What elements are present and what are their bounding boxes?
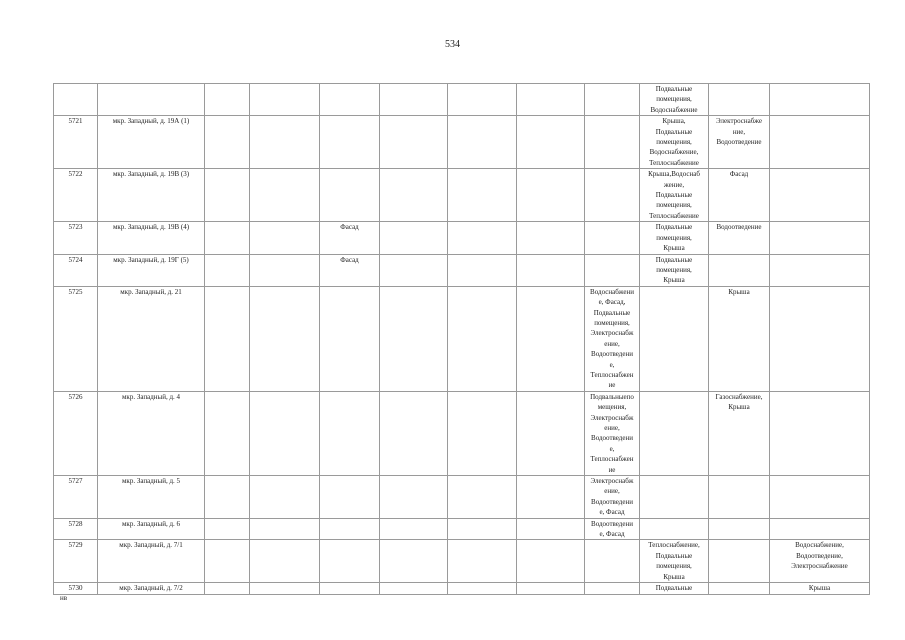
work-type-cell-c4 (250, 116, 320, 169)
work-type-cell-c11 (709, 84, 770, 116)
work-type-cell-c8 (517, 254, 585, 286)
work-type-cell-c12 (770, 254, 870, 286)
work-type-cell-c11 (709, 583, 770, 594)
work-type-cell-c11: Крыша (709, 286, 770, 391)
work-type-cell-c10 (640, 286, 709, 391)
table-row (54, 476, 870, 519)
work-type-cell-c9: Водоснабжени е, Фасад, Подвальные помещения, Электроснабж ение, Водоотведени е, Теплоснабжен ие (585, 286, 640, 391)
work-type-cell-c7 (448, 286, 517, 391)
work-type-cell-c6 (380, 84, 448, 116)
work-type-cell-c8 (517, 116, 585, 169)
work-type-cell-c3 (205, 84, 250, 116)
work-type-cell-c10 (640, 518, 709, 540)
row-number-cell: 5724 (54, 254, 98, 286)
work-type-cell-c3 (205, 222, 250, 254)
work-type-cell-c6 (380, 391, 448, 475)
work-type-cell-c4 (250, 222, 320, 254)
work-type-cell-c5 (320, 391, 380, 475)
work-type-cell-c7 (448, 222, 517, 254)
table-row (54, 286, 870, 391)
work-type-cell-c7 (448, 116, 517, 169)
row-number-cell: 5723 (54, 222, 98, 254)
work-type-cell-c12 (770, 518, 870, 540)
work-type-cell-c9 (585, 254, 640, 286)
work-type-cell-c6 (380, 116, 448, 169)
work-type-cell-c9 (585, 84, 640, 116)
work-type-cell-c12: Крыша (770, 583, 870, 594)
address-cell: мкр. Западный, д. 21 (98, 286, 205, 391)
work-type-cell-c4 (250, 169, 320, 222)
work-type-cell-c8 (517, 169, 585, 222)
work-type-cell-c7 (448, 476, 517, 519)
row-number-cell: 5728 (54, 518, 98, 540)
work-type-cell-c7 (448, 583, 517, 594)
work-type-cell-c4 (250, 518, 320, 540)
work-type-cell-c4 (250, 286, 320, 391)
table-row (54, 583, 870, 594)
work-type-cell-c7 (448, 254, 517, 286)
work-type-cell-c12 (770, 169, 870, 222)
row-number-cell: 5726 (54, 391, 98, 475)
work-type-cell-c11: Водоотведение (709, 222, 770, 254)
work-type-cell-c9 (585, 222, 640, 254)
work-type-cell-c8 (517, 476, 585, 519)
work-type-cell-c4 (250, 540, 320, 583)
work-type-cell-c12 (770, 222, 870, 254)
work-type-cell-c4 (250, 583, 320, 594)
address-cell: мкр. Западный, д. 19Г (5) (98, 254, 205, 286)
work-type-cell-c4 (250, 254, 320, 286)
work-type-cell-c11 (709, 518, 770, 540)
work-type-cell-c7 (448, 518, 517, 540)
work-type-cell-c8 (517, 540, 585, 583)
work-type-cell-c4 (250, 476, 320, 519)
work-type-cell-c6 (380, 518, 448, 540)
work-type-cell-c12: Водоснабжение, Водоотведение, Электроснабжение (770, 540, 870, 583)
work-type-cell-c6 (380, 222, 448, 254)
row-number-cell: 5729 (54, 540, 98, 583)
work-type-cell-c6 (380, 540, 448, 583)
work-type-cell-c4 (250, 84, 320, 116)
work-type-cell-c7 (448, 169, 517, 222)
work-type-cell-c11 (709, 254, 770, 286)
work-type-cell-c8 (517, 583, 585, 594)
table-row (54, 169, 870, 222)
work-type-cell-c5 (320, 540, 380, 583)
work-type-cell-c3 (205, 540, 250, 583)
address-cell: мкр. Западный, д. 6 (98, 518, 205, 540)
work-type-cell-c3 (205, 476, 250, 519)
work-type-cell-c6 (380, 169, 448, 222)
address-cell (98, 84, 205, 116)
work-type-cell-c5 (320, 476, 380, 519)
address-cell: мкр. Западный, д. 4 (98, 391, 205, 475)
work-type-cell-c5: Фасад (320, 222, 380, 254)
work-type-cell-c9 (585, 116, 640, 169)
work-type-cell-c10: Крыша,Водоснаб жение, Подвальные помещения, Теплоснабжение (640, 169, 709, 222)
work-type-cell-c12 (770, 116, 870, 169)
work-type-cell-c5 (320, 286, 380, 391)
work-type-cell-c3 (205, 254, 250, 286)
row-number-cell: 5725 (54, 286, 98, 391)
work-type-cell-c8 (517, 222, 585, 254)
work-type-cell-c6 (380, 286, 448, 391)
address-cell: мкр. Западный, д. 19А (1) (98, 116, 205, 169)
address-cell: мкр. Западный, д. 7/2 (98, 583, 205, 594)
work-type-cell-c3 (205, 583, 250, 594)
work-type-cell-c4 (250, 391, 320, 475)
work-type-cell-c5 (320, 84, 380, 116)
table-body (54, 84, 870, 595)
table-row (54, 540, 870, 583)
table-row (54, 254, 870, 286)
work-type-cell-c5 (320, 169, 380, 222)
work-type-cell-c7 (448, 540, 517, 583)
work-type-cell-c9: Электроснабж ение, Водоотведени е, Фасад (585, 476, 640, 519)
page-number: 534 (445, 39, 460, 50)
table-row (54, 391, 870, 475)
table-row (54, 222, 870, 254)
row-number-cell: 5727 (54, 476, 98, 519)
address-cell: мкр. Западный, д. 19В (3) (98, 169, 205, 222)
work-type-cell-c12 (770, 286, 870, 391)
row-number-cell: 5721 (54, 116, 98, 169)
work-type-cell-c6 (380, 476, 448, 519)
work-type-cell-c7 (448, 391, 517, 475)
work-type-cell-c9 (585, 583, 640, 594)
work-type-cell-c3 (205, 391, 250, 475)
work-type-cell-c5: Фасад (320, 254, 380, 286)
work-type-cell-c8 (517, 286, 585, 391)
work-type-cell-c8 (517, 84, 585, 116)
address-cell: мкр. Западный, д. 19В (4) (98, 222, 205, 254)
work-type-cell-c8 (517, 391, 585, 475)
work-type-cell-c11 (709, 476, 770, 519)
work-type-cell-c3 (205, 286, 250, 391)
work-type-cell-c6 (380, 254, 448, 286)
work-type-cell-c3 (205, 116, 250, 169)
row-number-cell: 5722 (54, 169, 98, 222)
work-type-cell-c10: Крыша, Подвальные помещения, Водоснабжение, Теплоснабжение (640, 116, 709, 169)
work-type-cell-c11: Газоснабжение, Крыша (709, 391, 770, 475)
work-type-cell-c5 (320, 518, 380, 540)
work-type-cell-c11 (709, 540, 770, 583)
work-type-cell-c11: Фасад (709, 169, 770, 222)
work-type-cell-c12 (770, 391, 870, 475)
work-type-cell-c12 (770, 84, 870, 116)
address-cell: мкр. Западный, д. 7/1 (98, 540, 205, 583)
work-type-cell-c9: Водоотведени е, Фасад (585, 518, 640, 540)
work-type-cell-c12 (770, 476, 870, 519)
work-type-cell-c10: Подвальные помещения, Водоснабжение (640, 84, 709, 116)
footer-note: нв (60, 594, 68, 602)
work-type-cell-c8 (517, 518, 585, 540)
table-row (54, 518, 870, 540)
work-type-cell-c10 (640, 476, 709, 519)
work-type-cell-c6 (380, 583, 448, 594)
repair-schedule-table (53, 83, 870, 595)
table-row (54, 116, 870, 169)
work-type-cell-c5 (320, 583, 380, 594)
work-type-cell-c3 (205, 518, 250, 540)
address-cell: мкр. Западный, д. 5 (98, 476, 205, 519)
work-type-cell-c10 (640, 391, 709, 475)
work-type-cell-c3 (205, 169, 250, 222)
row-number-cell (54, 84, 98, 116)
table-row (54, 84, 870, 116)
work-type-cell-c10: Подвальные помещения, Крыша (640, 222, 709, 254)
work-type-cell-c5 (320, 116, 380, 169)
work-type-cell-c10: Подвальные (640, 583, 709, 594)
work-type-cell-c7 (448, 84, 517, 116)
work-type-cell-c10: Подвальные помещения, Крыша (640, 254, 709, 286)
work-type-cell-c11: Электроснабже ние, Водоотведение (709, 116, 770, 169)
work-type-cell-c9 (585, 169, 640, 222)
work-type-cell-c10: Теплоснабжение, Подвальные помещения, Крыша (640, 540, 709, 583)
work-type-cell-c9 (585, 540, 640, 583)
work-type-cell-c9: Подвальныепо мещения, Электроснабж ение, Водоотведени е, Теплоснабжен ие (585, 391, 640, 475)
row-number-cell: 5730 (54, 583, 98, 594)
